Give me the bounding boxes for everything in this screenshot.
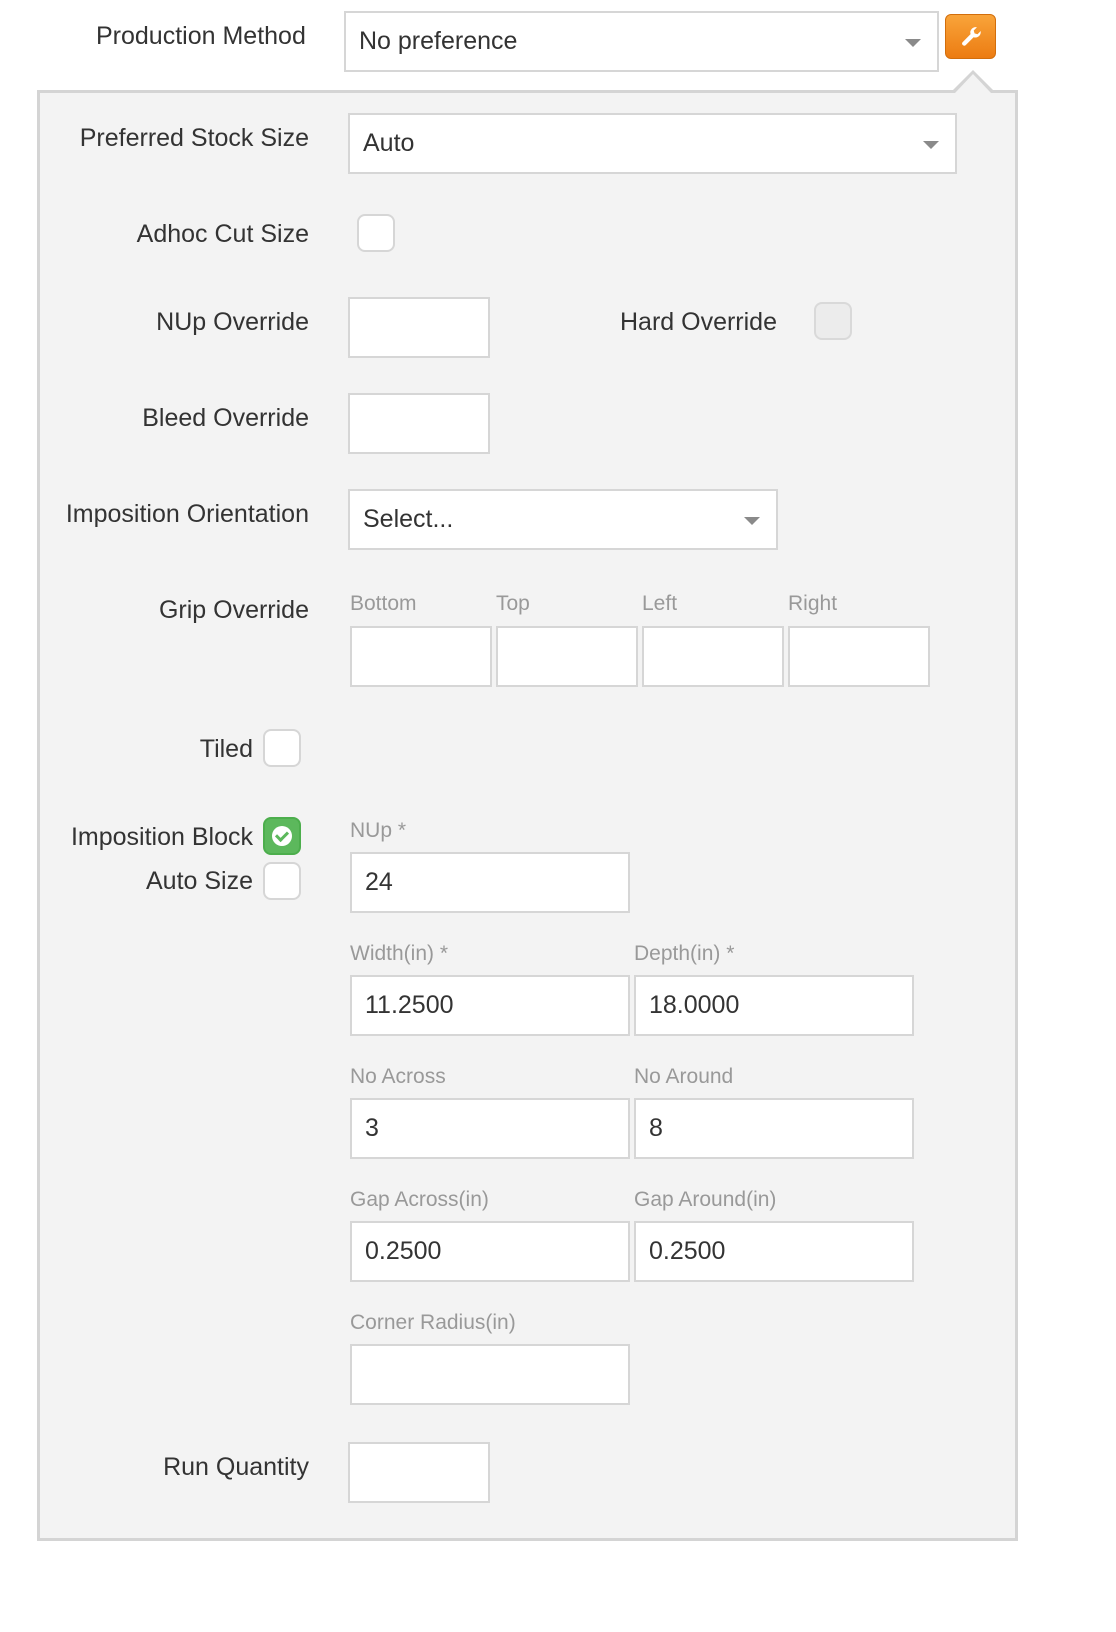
tiled-checkbox[interactable] — [263, 729, 301, 767]
grip-top-input[interactable] — [496, 626, 638, 687]
tiled-label: Tiled — [199, 735, 253, 763]
bleed-override-label: Bleed Override — [142, 404, 309, 432]
nup-override-input[interactable] — [348, 297, 490, 358]
check-circle-icon — [272, 826, 292, 846]
width-label: Width(in) * — [350, 942, 449, 965]
gap-across-label: Gap Across(in) — [350, 1188, 489, 1211]
grip-left-input[interactable] — [642, 626, 784, 687]
nup-input[interactable] — [350, 852, 630, 913]
grip-right-input[interactable] — [788, 626, 930, 687]
chevron-down-icon — [905, 39, 921, 47]
grip-left-label: Left — [642, 592, 678, 615]
gap-around-input[interactable] — [634, 1221, 914, 1282]
nup-override-label: NUp Override — [156, 308, 309, 336]
bleed-override-input[interactable] — [348, 393, 490, 454]
corner-radius-label: Corner Radius(in) — [350, 1311, 516, 1334]
chevron-down-icon — [923, 141, 939, 149]
imposition-orientation-value: Select... — [363, 505, 454, 533]
preferred-stock-size-select[interactable] — [348, 113, 957, 174]
hard-override-label: Hard Override — [620, 308, 777, 336]
no-around-label: No Around — [634, 1065, 734, 1088]
no-across-input[interactable] — [350, 1098, 630, 1159]
preferred-stock-size-value: Auto — [363, 129, 415, 157]
corner-radius-input[interactable] — [350, 1344, 630, 1405]
production-method-select[interactable] — [344, 11, 939, 72]
hard-override-checkbox[interactable] — [814, 302, 852, 340]
depth-input[interactable] — [634, 975, 914, 1036]
chevron-down-icon — [744, 517, 760, 525]
production-method-label: Production Method — [96, 22, 306, 50]
auto-size-label: Auto Size — [145, 867, 253, 895]
preferred-stock-size-label: Preferred Stock Size — [79, 124, 309, 152]
imposition-orientation-select[interactable] — [348, 489, 778, 550]
auto-size-checkbox[interactable] — [263, 862, 301, 900]
imposition-block-checkbox[interactable] — [263, 817, 301, 855]
no-across-label: No Across — [350, 1065, 446, 1088]
adhoc-cut-size-checkbox[interactable] — [357, 214, 395, 252]
wrench-button[interactable] — [945, 14, 996, 59]
width-input[interactable] — [350, 975, 630, 1036]
wrench-icon — [958, 24, 984, 50]
grip-override-label: Grip Override — [158, 596, 309, 624]
grip-bottom-input[interactable] — [350, 626, 492, 687]
gap-around-label: Gap Around(in) — [634, 1188, 777, 1211]
gap-across-input[interactable] — [350, 1221, 630, 1282]
grip-top-label: Top — [496, 592, 530, 615]
adhoc-cut-size-label: Adhoc Cut Size — [136, 220, 309, 248]
depth-label: Depth(in) * — [634, 942, 735, 965]
grip-right-label: Right — [788, 592, 838, 615]
no-around-input[interactable] — [634, 1098, 914, 1159]
grip-bottom-label: Bottom — [350, 592, 417, 615]
production-method-value: No preference — [359, 27, 518, 55]
run-quantity-label: Run Quantity — [163, 1453, 309, 1481]
imposition-orientation-label: Imposition Orientation — [65, 500, 309, 528]
imposition-block-label: Imposition Block — [70, 823, 253, 851]
nup-label: NUp * — [350, 819, 407, 842]
run-quantity-input[interactable] — [348, 1442, 490, 1503]
